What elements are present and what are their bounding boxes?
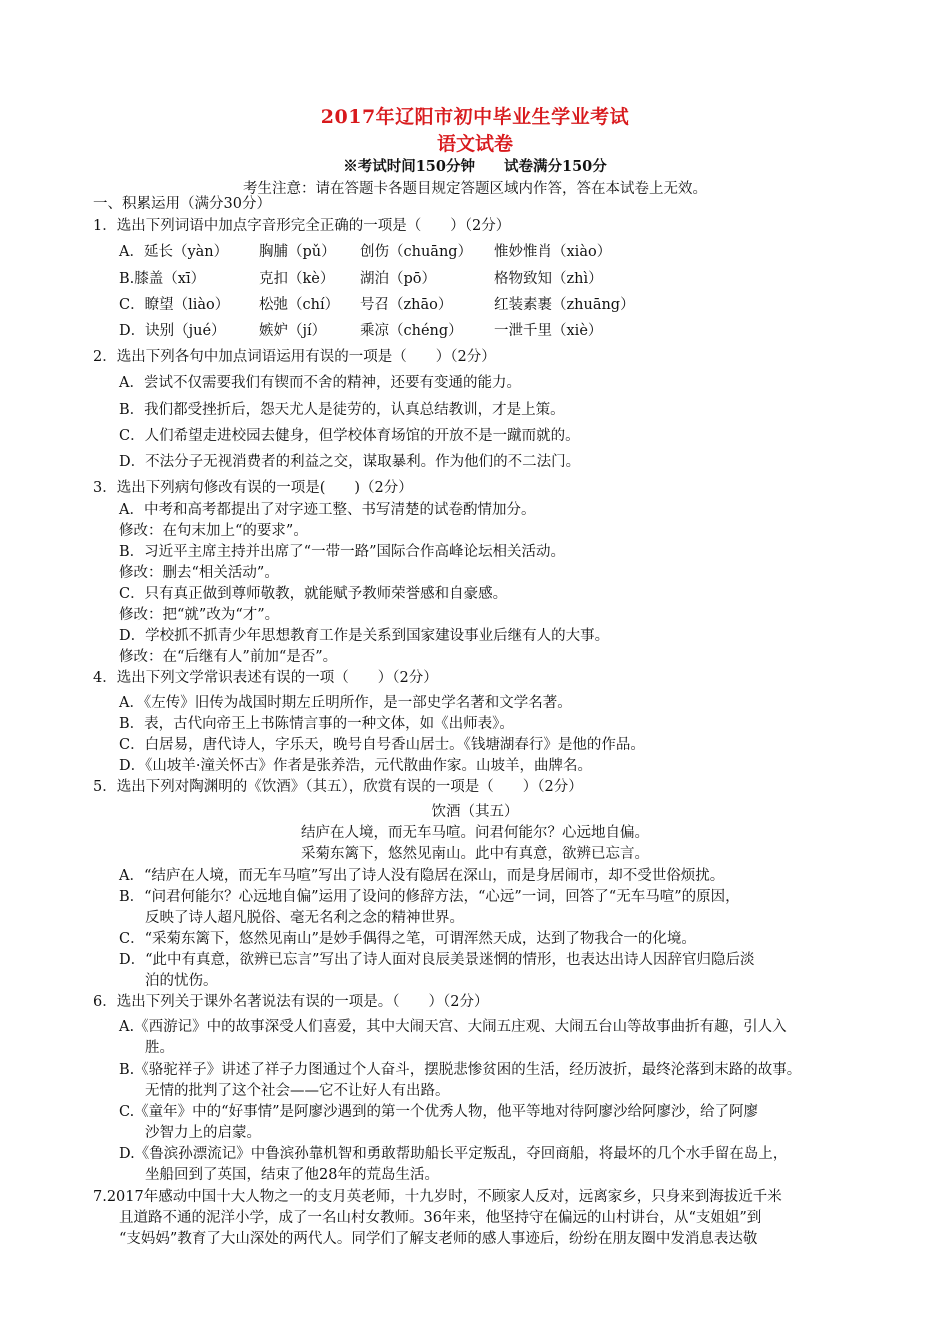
q6-line: A.《西游记》中的故事深受人们喜爱，其中大闹天宫、大闹五庄观、大闹五台山等故事曲折有趣，引人入 bbox=[119, 1019, 787, 1035]
q2-option-a: A．尝试不仅需要我们有锲而不舍的精神，还要有变通的能力。 bbox=[119, 375, 521, 391]
q1-b-3: 湖泊（pō） bbox=[360, 271, 437, 287]
poem-title: 饮酒（其五） bbox=[431, 804, 519, 820]
q4-option-c: C．白居易，唐代诗人，字乐天，晚号自号香山居士。《钱塘湖春行》是他的作品。 bbox=[119, 737, 645, 753]
q3-line: 修改：把“就”改为“才”。 bbox=[119, 607, 280, 623]
q3-line: 修改：删去“相关活动”。 bbox=[119, 565, 279, 581]
q1-stem: 1．选出下列词语中加点字音形完全正确的一项是（ ）（2分） bbox=[93, 218, 511, 234]
q3-line: A．中考和高考都提出了对字迹工整、书写清楚的试卷酌情加分。 bbox=[119, 502, 536, 518]
q5-line: B．“问君何能尔？心远地自偏”运用了设问的修辞方法，“心远”一词，回答了“无车马喧”的原因， bbox=[119, 889, 740, 905]
q4-option-d: D．《山坡羊·潼关怀古》作者是张养浩，元代散曲作家。山坡羊，曲牌名。 bbox=[119, 758, 592, 774]
q7-line: 7.2017年感动中国十大人物之一的支月英老师，十九岁时，不顾家人反对，远离家乡，只身来到海拔近千米 bbox=[93, 1189, 782, 1205]
q3-line: B．习近平主席主持并出席了“一带一路”国际合作高峰论坛相关活动。 bbox=[119, 544, 565, 560]
q2-option-b: B．我们都受挫折后，怨天尤人是徒劳的，认真总结教训，才是上策。 bbox=[119, 402, 565, 418]
exam-subtitle: 语文试卷 bbox=[436, 133, 513, 155]
q5-line: 反映了诗人超凡脱俗、毫无名利之念的精神世界。 bbox=[145, 910, 464, 926]
q6-line: C.《童年》中的“好事情”是阿廖沙遇到的第一个优秀人物，他平等地对待阿廖沙给阿廖沙，给了阿廖 bbox=[119, 1104, 759, 1120]
q6-line: B.《骆驼祥子》讲述了祥子力图通过个人奋斗，摆脱悲惨贫困的生活，经历波折，最终沦落到末路的故事。 bbox=[119, 1062, 802, 1078]
q1-a-2: 胸脯（pǔ） bbox=[259, 244, 336, 260]
section-title: 一、积累运用（满分30分） bbox=[93, 196, 271, 212]
q3-line: C．只有真正做到尊师敬教，就能赋予教师荣誉感和自豪感。 bbox=[119, 586, 508, 602]
poem-line: 结庐在人境，而无车马喧。问君何能尔？心远地自偏。 bbox=[301, 825, 649, 841]
exam-meta: ※考试时间150分钟 试卷满分150分 bbox=[343, 158, 607, 175]
q5-line: C．“采菊东篱下，悠然见南山”是妙手偶得之笔，可谓浑然天成，达到了物我合一的化境。 bbox=[119, 931, 696, 947]
q7-line: 且道路不通的泥洋小学，成了一名山村女教师。36年来，他坚持守在偏远的山村讲台，从“支姐姐”到 bbox=[119, 1210, 762, 1226]
q6-line: 无情的批判了这个社会——它不让好人有出路。 bbox=[145, 1083, 450, 1099]
q1-c-1: C．瞭望（liào） bbox=[119, 297, 230, 313]
q1-c-4: 红装素裹（zhuāng） bbox=[494, 297, 635, 313]
q4-option-a: A．《左传》旧传为战国时期左丘明所作，是一部史学名著和文学名著。 bbox=[119, 695, 572, 711]
q2-option-d: D．不法分子无视消费者的利益之交，谋取暴利。作为他们的不二法门。 bbox=[119, 454, 581, 470]
q7-line: “支妈妈”教育了大山深处的两代人。同学们了解支老师的感人事迹后，纷纷在朋友圈中发消息表达敬 bbox=[119, 1231, 758, 1247]
q3-line: 修改：在“后继有人”前加“是否”。 bbox=[119, 649, 338, 665]
q2-stem: 2．选出下列各句中加点词语运用有误的一项是（ ）（2分） bbox=[93, 349, 496, 365]
exam-notice: 考生注意：请在答题卡各题目规定答题区域内作答，答在本试卷上无效。 bbox=[243, 181, 707, 197]
q1-b-2: 克扣（kè） bbox=[259, 271, 335, 287]
q1-d-1: D．诀别（jué） bbox=[119, 323, 226, 339]
q5-stem: 5．选出下列对陶渊明的《饮酒》（其五），欣赏有误的一项是（ ）（2分） bbox=[93, 779, 583, 795]
exam-title: 2017年辽阳市初中毕业生学业考试 bbox=[320, 106, 630, 128]
q6-line: 坐船回到了英国，结束了他28年的荒岛生活。 bbox=[145, 1167, 439, 1183]
q6-line: D.《鲁滨孙漂流记》中鲁滨孙靠机智和勇敢帮助船长平定叛乱，夺回商船，将最坏的几个水手留在岛上， bbox=[119, 1146, 788, 1162]
q3-stem: 3．选出下列病句修改有误的一项是( )（2分） bbox=[93, 480, 413, 496]
q6-line: 胜。 bbox=[145, 1040, 174, 1056]
q6-line: 沙智力上的启蒙。 bbox=[145, 1125, 261, 1141]
q3-line: D．学校抓不抓青少年思想教育工作是关系到国家建设事业后继有人的大事。 bbox=[119, 628, 610, 644]
q1-c-3: 号召（zhāo） bbox=[360, 297, 453, 313]
q1-d-3: 乘凉（chéng） bbox=[360, 323, 463, 339]
q4-option-b: B．表，古代向帝王上书陈情言事的一种文体，如《出师表》。 bbox=[119, 716, 514, 732]
q1-c-2: 松弛（chí） bbox=[259, 297, 340, 313]
q5-line: D．“此中有真意，欲辨已忘言”写出了诗人面对良辰美景迷惘的情形，也表达出诗人因辞官归隐后淡 bbox=[119, 952, 755, 968]
q1-a-4: 惟妙惟肖（xiào） bbox=[494, 244, 612, 260]
q1-d-4: 一泄千里（xiè） bbox=[494, 323, 603, 339]
q4-stem: 4．选出下列文学常识表述有误的一项（ ）（2分） bbox=[93, 670, 438, 686]
q1-d-2: 嫉妒（jí） bbox=[259, 323, 327, 339]
q2-option-c: C．人们希望走进校园去健身，但学校体育场馆的开放不是一蹴而就的。 bbox=[119, 428, 580, 444]
poem-line: 采菊东篱下，悠然见南山。此中有真意，欲辨已忘言。 bbox=[301, 846, 649, 862]
q5-line: A．“结庐在人境，而无车马喧”写出了诗人没有隐居在深山，而是身居闹市，却不受世俗烦扰。 bbox=[119, 868, 725, 884]
q1-b-4: 格物致知（zhì） bbox=[494, 271, 603, 287]
q1-b-1: B.膝盖（xī） bbox=[119, 271, 206, 287]
q6-stem: 6．选出下列关于课外名著说法有误的一项是。（ ）（2分） bbox=[93, 994, 489, 1010]
q5-line: 泊的忧伤。 bbox=[145, 973, 218, 989]
q3-line: 修改：在句末加上“的要求”。 bbox=[119, 523, 308, 539]
q1-a-1: A．延长（yàn） bbox=[119, 244, 229, 260]
q1-a-3: 创伤（chuāng） bbox=[360, 244, 473, 260]
